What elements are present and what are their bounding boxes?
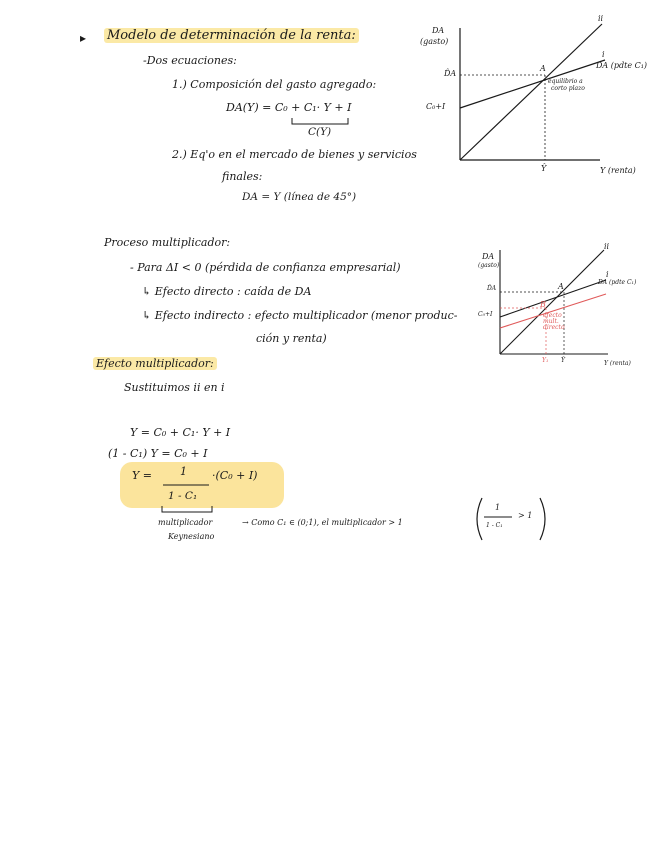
paren-numerator: 1 — [495, 503, 501, 512]
boxed-lhs: Y = — [132, 469, 152, 482]
graph-2-da-label: DA (pdte C₁) — [598, 279, 637, 286]
graph-2-red-note-3: directo — [543, 324, 565, 331]
paren-denominator: 1 - C₁ — [486, 522, 503, 529]
arrow-statement: → Como C₁ ∈ (0;1), el multiplicador > 1 — [242, 518, 403, 527]
paren-right — [538, 496, 552, 542]
main-heading: Modelo de determinación de la renta: — [104, 28, 359, 43]
subtitle-ecuaciones: -Dos ecuaciones: — [143, 54, 237, 67]
paren-fraction-bar — [484, 516, 514, 520]
item2-cont: finales: — [222, 170, 263, 183]
boxed-fraction-bar — [163, 484, 211, 488]
graph-2-xaxis-label: Y (renta) — [604, 360, 631, 367]
graph-1-da-tag: i — [602, 50, 605, 59]
boxed-denominator: 1 - C₁ — [168, 490, 198, 502]
boxed-numerator: 1 — [180, 465, 187, 478]
section2-line1: - Para ΔI < 0 (pérdida de confianza empresarial) — [130, 261, 401, 274]
graph-1-eq-note-2: corto plazo — [551, 85, 585, 92]
section2-title: Proceso multiplicador: — [104, 236, 231, 249]
section2-line3: ↳ Efecto indirecto : efecto multiplicador (menor produc- — [142, 309, 458, 322]
graph-2-point-a: A — [558, 282, 564, 291]
graph-2-intercept-tick: C₀+I — [478, 311, 493, 318]
graph-2-y1-tick: Y₁ — [542, 357, 549, 364]
bullet-icon: ▸ — [80, 31, 87, 45]
under-label-2: Keynesiano — [168, 532, 215, 541]
graph-1-eq-note-1: equilibrio a — [548, 78, 583, 85]
section3-eq1: Y = C₀ + C₁· Y + I — [130, 426, 231, 439]
graph-2-yaxis-sub: (gasto) — [478, 262, 500, 269]
section3-line1: Sustituimos ii en i — [124, 381, 225, 394]
graph-2-da-tag: i — [606, 270, 609, 279]
section3-title: Efecto multiplicador: — [93, 357, 217, 370]
graph-2-red-note-1: efecto — [543, 312, 562, 319]
graph-1-da-tick: D̂A — [444, 69, 457, 78]
under-label-1: multiplicador — [158, 518, 213, 527]
item1-label: 1.) Composición del gasto agregado: — [172, 78, 377, 91]
section3-eq2: (1 - C₁) Y = C₀ + I — [108, 447, 208, 460]
graph-2-point-b: B — [540, 300, 546, 309]
graph-1-yaxis-sub: (gasto) — [420, 37, 449, 46]
section2-line4: ción y renta) — [256, 332, 327, 345]
graph-1-da-label: DA (pdte C₁) — [596, 61, 648, 70]
equation-45: DA = Y (línea de 45°) — [242, 191, 357, 203]
graph-2-45-label: ii — [604, 242, 610, 251]
paren-rhs: > 1 — [518, 511, 533, 520]
item2-label: 2.) Eq'o en el mercado de bienes y servicios — [172, 148, 417, 161]
equation-da: DA(Y) = C₀ + C₁· Y + I — [226, 101, 352, 114]
boxed-rhs: ·(C₀ + I) — [212, 469, 258, 482]
graph-1-yaxis-label: DA — [432, 26, 445, 35]
graph-2-red-note-2: mult. — [543, 318, 559, 325]
graph-2-y-tick: Ŷ — [561, 357, 565, 364]
underbrace-multiplicador — [160, 504, 214, 516]
equation-cy: C(Y) — [308, 126, 332, 138]
graph-1-intercept-tick: C₀+I — [426, 102, 446, 111]
paren-left — [470, 496, 484, 542]
graph-2-da-tick: D̂A — [487, 285, 497, 292]
graph-2-yaxis-label: DA — [482, 252, 495, 261]
graph-1-svg — [420, 18, 620, 188]
section2-line2: ↳ Efecto directo : caída de DA — [142, 285, 312, 298]
graph-1-y-tick: Ŷ — [541, 164, 547, 173]
graph-1-xaxis-label: Y (renta) — [600, 166, 636, 175]
graph-1-point-a: A — [540, 64, 546, 73]
graph-1-45-label: ii — [598, 14, 604, 23]
